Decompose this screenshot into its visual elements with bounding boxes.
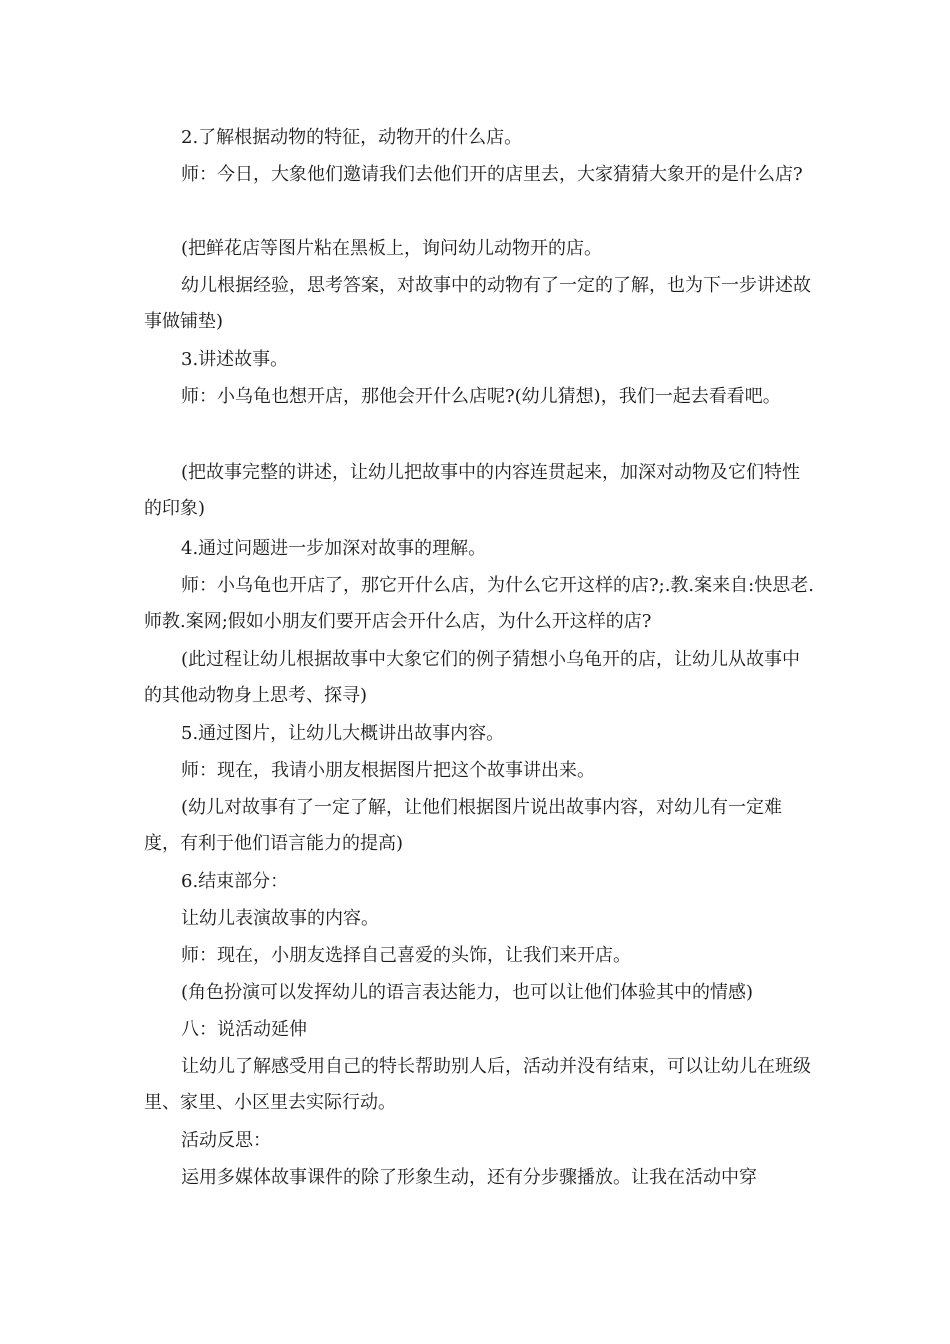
paragraph-step-5-heading: 5.通过图片，让幼儿大概讲出故事内容。 — [181, 723, 505, 744]
paragraph-teacher-retell: 师：现在，我请小朋友根据图片把这个故事讲出来。 — [181, 760, 595, 781]
paragraph-note-flower-shop: (把鲜花店等图片粘在黑板上，询问幼儿动物开的店。 — [181, 238, 603, 259]
paragraph-section-8-heading: 八：说活动延伸 — [181, 1019, 307, 1040]
paragraph-reflection-body: 运用多媒体故事课件的除了形象生动，还有分步骤播放。让我在活动中穿 — [181, 1167, 757, 1188]
paragraph-note-role-play: (角色扮演可以发挥幼儿的语言表达能力，也可以让他们体验其中的情感) — [181, 982, 754, 1003]
paragraph-teacher-turtle-question: 师：小乌龟也开店了，那它开什么店，为什么它开这样的店?;.教.案来自:快思老.师教.案网;假如小朋友们要开店会开什么店，为什么开这样的店? — [144, 575, 814, 632]
paragraph-teacher-question-elephant: 师：今日，大象他们邀请我们去他们开的店里去，大家猜猜大象开的是什么店? — [181, 164, 803, 185]
paragraph-step-6-heading: 6.结束部分： — [181, 871, 289, 892]
paragraph-teacher-turtle-shop: 师：小乌龟也想开店，那他会开什么店呢?(幼儿猜想)，我们一起去看看吧。 — [181, 386, 781, 407]
paragraph-activity-extension: 让幼儿了解感受用自己的特长帮助别人后，活动并没有结束，可以让幼儿在班级里、家里、小区里去实际行动。 — [144, 1056, 811, 1113]
paragraph-step-4-heading: 4.通过问题进一步加深对故事的理解。 — [181, 538, 487, 559]
paragraph-perform-story: 让幼儿表演故事的内容。 — [181, 908, 379, 929]
paragraph-note-children-experience: 幼儿根据经验，思考答案，对故事中的动物有了一定的了解，也为下一步讲述故事做铺垫) — [144, 275, 811, 332]
paragraph-note-language-ability: (幼儿对故事有了一定了解，让他们根据图片说出故事内容，对幼儿有一定难度，有利于他们语言能力的提高) — [144, 797, 783, 854]
paragraph-step-2-heading: 2.了解根据动物的特征，动物开的什么店。 — [181, 127, 523, 148]
paragraph-note-complete-story: (把故事完整的讲述，让幼儿把故事中的内容连贯起来，加深对动物及它们特性的印象) — [144, 462, 801, 519]
paragraph-step-3-heading: 3.讲述故事。 — [181, 349, 289, 370]
paragraph-note-guess-turtle-shop: (此过程让幼儿根据故事中大象它们的例子猜想小乌龟开的店，让幼儿从故事中的其他动物身上思考、探寻) — [144, 649, 801, 706]
paragraph-reflection-heading: 活动反思： — [181, 1130, 271, 1151]
paragraph-teacher-headwear: 师：现在，小朋友选择自己喜爱的头饰，让我们来开店。 — [181, 945, 631, 966]
